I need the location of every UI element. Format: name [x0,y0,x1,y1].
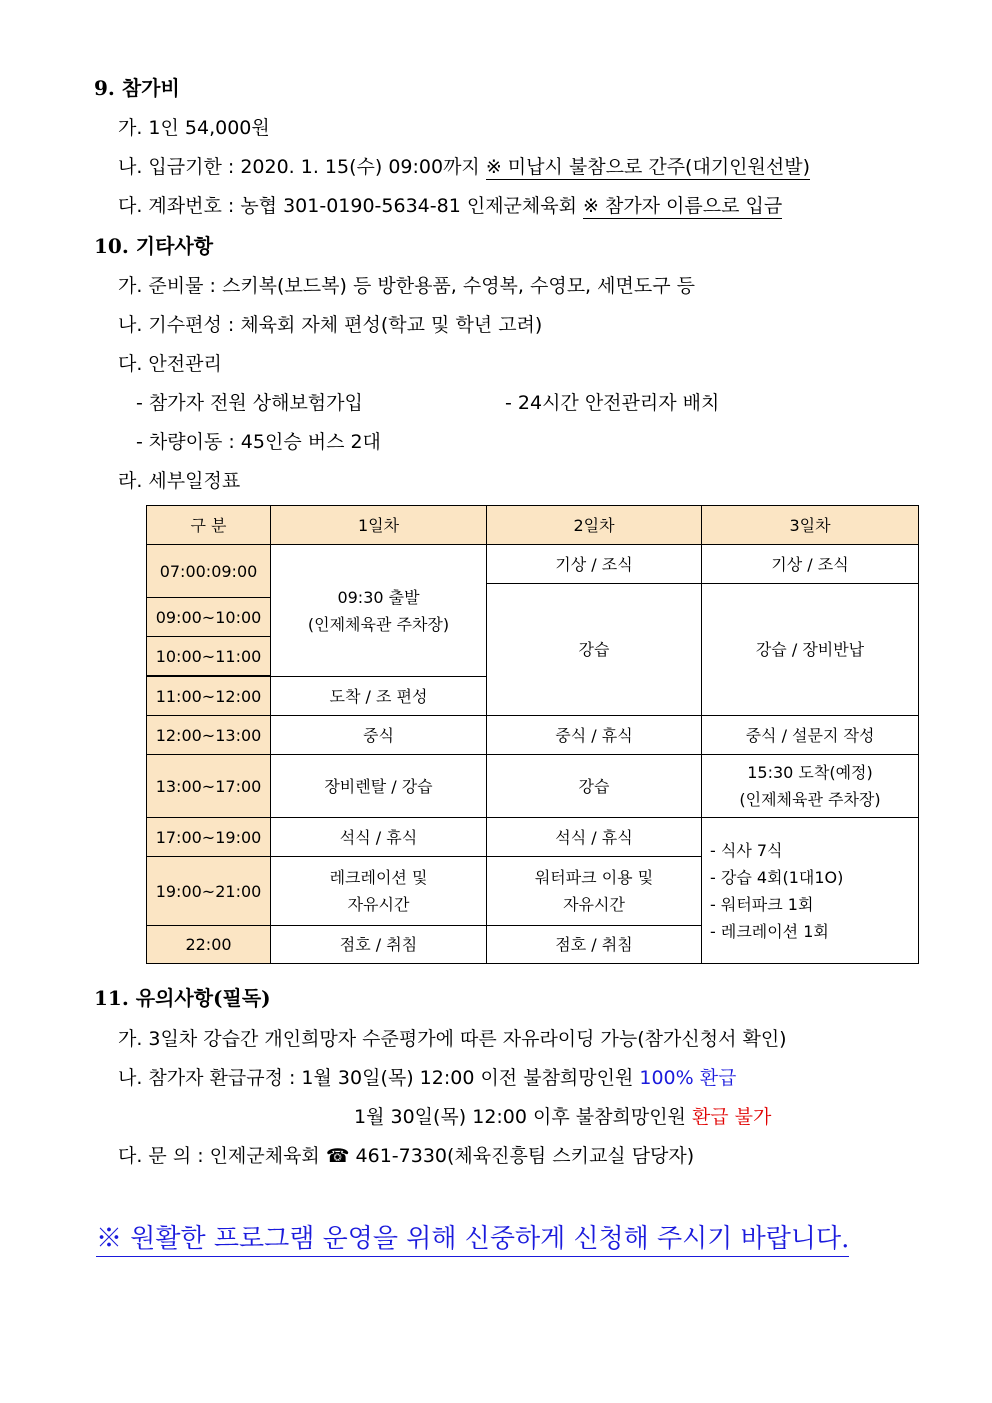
table-header-row [147,506,919,545]
summary-recreation: - 레크레이션 1회 [710,921,829,941]
section-9-title: 9. 참가비 [94,76,180,100]
day1-arrival: 도착 / 조 편성 [271,677,487,716]
safety-bus: - 차량이동 : 45인승 버스 2대 [136,431,381,453]
day3-arrival-place: (인제체육관 주차장) [739,790,881,809]
day1-recreation-line1: 레크레이션 및 [329,868,428,887]
contact-text: 다. 문 의 : 인제군체육회 [118,1145,326,1167]
account-note: ※ 참가자 이름으로 입금 [583,195,783,217]
day2-waterpark [487,857,702,926]
summary-waterpark: - 워터파크 1회 [710,894,814,914]
day2-afternoon: 강습 [487,755,702,818]
header-day3: 3일차 [702,506,919,545]
account-text: 다. 계좌번호 : 농협 301-0190-5634-81 인제군체육회 [118,195,583,217]
day1-departure [271,545,487,677]
day1-recreation [271,857,487,926]
contact-number: 461-7330(체육진흥팀 스키교실 담당자) [349,1145,695,1167]
day3-summary [702,818,919,964]
day2-lunch: 중식 / 휴식 [487,716,702,755]
deadline-text: 나. 입금기한 : 2020. 1. 15(수) 09:00까지 [118,156,486,178]
time-cell: 07:00:09:00 [147,545,271,598]
day1-dinner: 석식 / 휴식 [271,818,487,857]
refund-text-2: 1월 30일(목) 12:00 이후 불참희망인원 [354,1106,692,1128]
day1-departure-time: 09:30 출발 [337,587,420,607]
day3-wake: 기상 / 조식 [702,545,919,584]
day3-arrival [702,755,919,818]
time-cell: 19:00~21:00 [147,857,271,926]
table-row [147,545,919,584]
day1-departure-place: (인제체육관 주차장) [307,614,450,634]
section-11-title: 11. 유의사항(필독) [94,986,271,1010]
refund-none: 환급 불가 [691,1106,772,1128]
day1-afternoon: 장비렌탈 / 강습 [271,755,487,818]
day3-lunch: 중식 / 설문지 작성 [702,716,919,755]
schedule-label: 라. 세부일정표 [118,470,241,492]
day3-arrival-time: 15:30 도착(예정) [747,763,873,782]
deadline-note: ※ 미납시 불참으로 간주(대기인원선발) [485,156,811,178]
time-cell: 09:00~10:00 [147,598,271,637]
safety-line: 다. 안전관리 [118,353,222,375]
fee-line: 가. 1인 54,000원 [118,117,270,139]
day2-dinner: 석식 / 휴식 [487,818,702,857]
supplies-line: 가. 준비물 : 스키복(보드복) 등 방한용품, 수영복, 수영모, 세면도구 등 [118,275,695,297]
safety-manager: - 24시간 안전관리자 배치 [505,392,720,414]
section-10-title: 10. 기타사항 [94,234,214,258]
time-cell: 17:00~19:00 [147,818,271,857]
header-day2: 2일차 [487,506,702,545]
day2-wake: 기상 / 조식 [487,545,702,584]
refund-text-1: 나. 참가자 환급규정 : 1월 30일(목) 12:00 이전 불참희망인원 [118,1067,640,1089]
telephone-icon: ☎ [325,1145,350,1167]
refund-line-1 [118,1066,736,1090]
table-row [147,755,919,818]
day1-recreation-line2: 자유시간 [347,895,410,914]
day2-night: 점호 / 취침 [487,926,702,964]
day1-lunch: 중식 [271,716,487,755]
contact-line [118,1144,694,1168]
time-cell: 13:00~17:00 [147,755,271,818]
safety-insurance: - 참가자 전원 상해보험가입 [136,392,363,414]
summary-meals: - 식사 7식 [710,840,783,860]
table-row [147,818,919,857]
closing-notice: ※ 원활한 프로그램 운영을 위해 신중하게 신청해 주시기 바랍니다. [96,1222,849,1257]
day2-waterpark-line2: 자유시간 [563,895,625,914]
header-day1: 1일차 [271,506,487,545]
time-cell: 11:00~12:00 [147,677,271,716]
free-riding-line: 가. 3일차 강습간 개인희망자 수준평가에 따른 자유라이딩 가능(참가신청서 확인) [118,1028,787,1050]
refund-line-2 [354,1105,771,1129]
summary-lessons: - 강습 4회(1대1O) [710,867,844,887]
group-line: 나. 기수편성 : 체육회 자체 편성(학교 및 학년 고려) [118,314,543,336]
table-row [147,716,919,755]
day2-waterpark-line1: 워터파크 이용 및 [534,868,654,887]
refund-full: 100% 환급 [639,1067,737,1089]
time-cell: 12:00~13:00 [147,716,271,755]
schedule-table [146,505,919,964]
day3-lesson: 강습 / 장비반납 [702,584,919,716]
time-cell: 10:00~11:00 [147,637,271,676]
header-category: 구 분 [147,506,271,545]
day1-night: 점호 / 취침 [271,926,487,964]
time-cell: 22:00 [147,926,271,964]
account-line [118,194,782,218]
day2-lesson: 강습 [487,584,702,716]
deadline-line [118,155,810,179]
